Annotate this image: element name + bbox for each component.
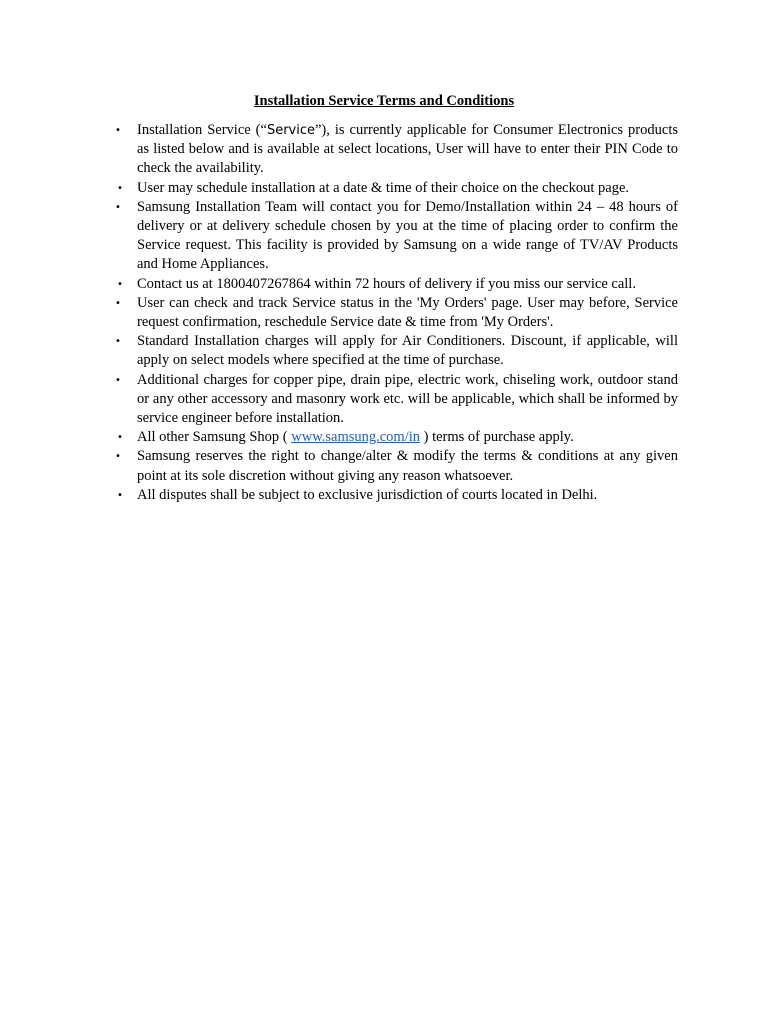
bullet-icon: •	[115, 125, 121, 136]
bullet-icon: •	[115, 297, 121, 309]
term-text: ) terms of purchase apply.	[420, 429, 574, 446]
bullet-icon: •	[115, 451, 121, 463]
samsung-shop-link[interactable]: www.samsung.com/in	[291, 429, 421, 446]
term-installation-service	[115, 121, 678, 179]
bullet-icon: •	[117, 432, 123, 444]
term-text: Standard Installation charges will apply for Air Conditioners. Discount, if applicable, will apply on select models where specified at the time of purchase.	[137, 333, 678, 369]
term-standard-charges	[115, 332, 678, 370]
term-track-status	[115, 294, 678, 332]
term-text: All disputes shall be subject to exclusive jurisdiction of courts located in Delhi.	[137, 486, 598, 503]
term-text: User may schedule installation at a date & time of their choice on the checkout page.	[137, 179, 630, 196]
term-text: Samsung reserves the right to change/alter & modify the terms & conditions at any given point at its sole discretion without giving any reason whatsoever.	[137, 448, 678, 484]
document-title: Installation Service Terms and Conditions	[253, 93, 515, 109]
term-text: User can check and track Service status in the 'My Orders' page. User may before, Service request confirmation, reschedule Service date & time from 'My Orders'.	[137, 294, 678, 331]
term-contact	[117, 275, 678, 294]
term-reserves-right	[115, 447, 678, 485]
term-text: All other Samsung Shop (	[137, 429, 292, 446]
term-installation-team	[115, 198, 678, 275]
bullet-icon: •	[117, 278, 123, 290]
term-text: Samsung Installation Team will contact you for Demo/Installation within 24 – 48 hours of delivery or at delivery schedule chosen by you at the time of placing order to confirm the Service request. This facility is provided by Samsung on a wide range of TV/AV Products and Home Appliances.	[137, 198, 678, 273]
term-samsung-shop	[117, 428, 678, 447]
term-text: Additional charges for copper pipe, drain pipe, electric work, chiseling work, outdoor stand or any other accessory and masonry work etc. will be applicable, which shall be informed by service engineer before installation.	[137, 371, 678, 427]
bullet-icon: •	[115, 201, 121, 213]
term-schedule	[117, 179, 678, 198]
bullet-icon: •	[115, 336, 121, 348]
terms-list	[115, 121, 678, 505]
bullet-icon: •	[117, 182, 123, 194]
term-jurisdiction	[117, 486, 678, 505]
term-text: ”), is currently applicable for Consumer Electronics products as listed below and is available at select locations, User will have to enter their PIN Code to check the availability.	[137, 122, 678, 177]
bullet-icon: •	[117, 489, 123, 501]
term-additional-charges	[115, 371, 678, 429]
term-text: Contact us at 1800407267864 within 72 hours of delivery if you miss our service call.	[137, 275, 636, 292]
term-text: Installation Service (“	[137, 122, 267, 138]
bullet-icon: •	[115, 374, 121, 386]
service-word: Service	[266, 123, 315, 138]
